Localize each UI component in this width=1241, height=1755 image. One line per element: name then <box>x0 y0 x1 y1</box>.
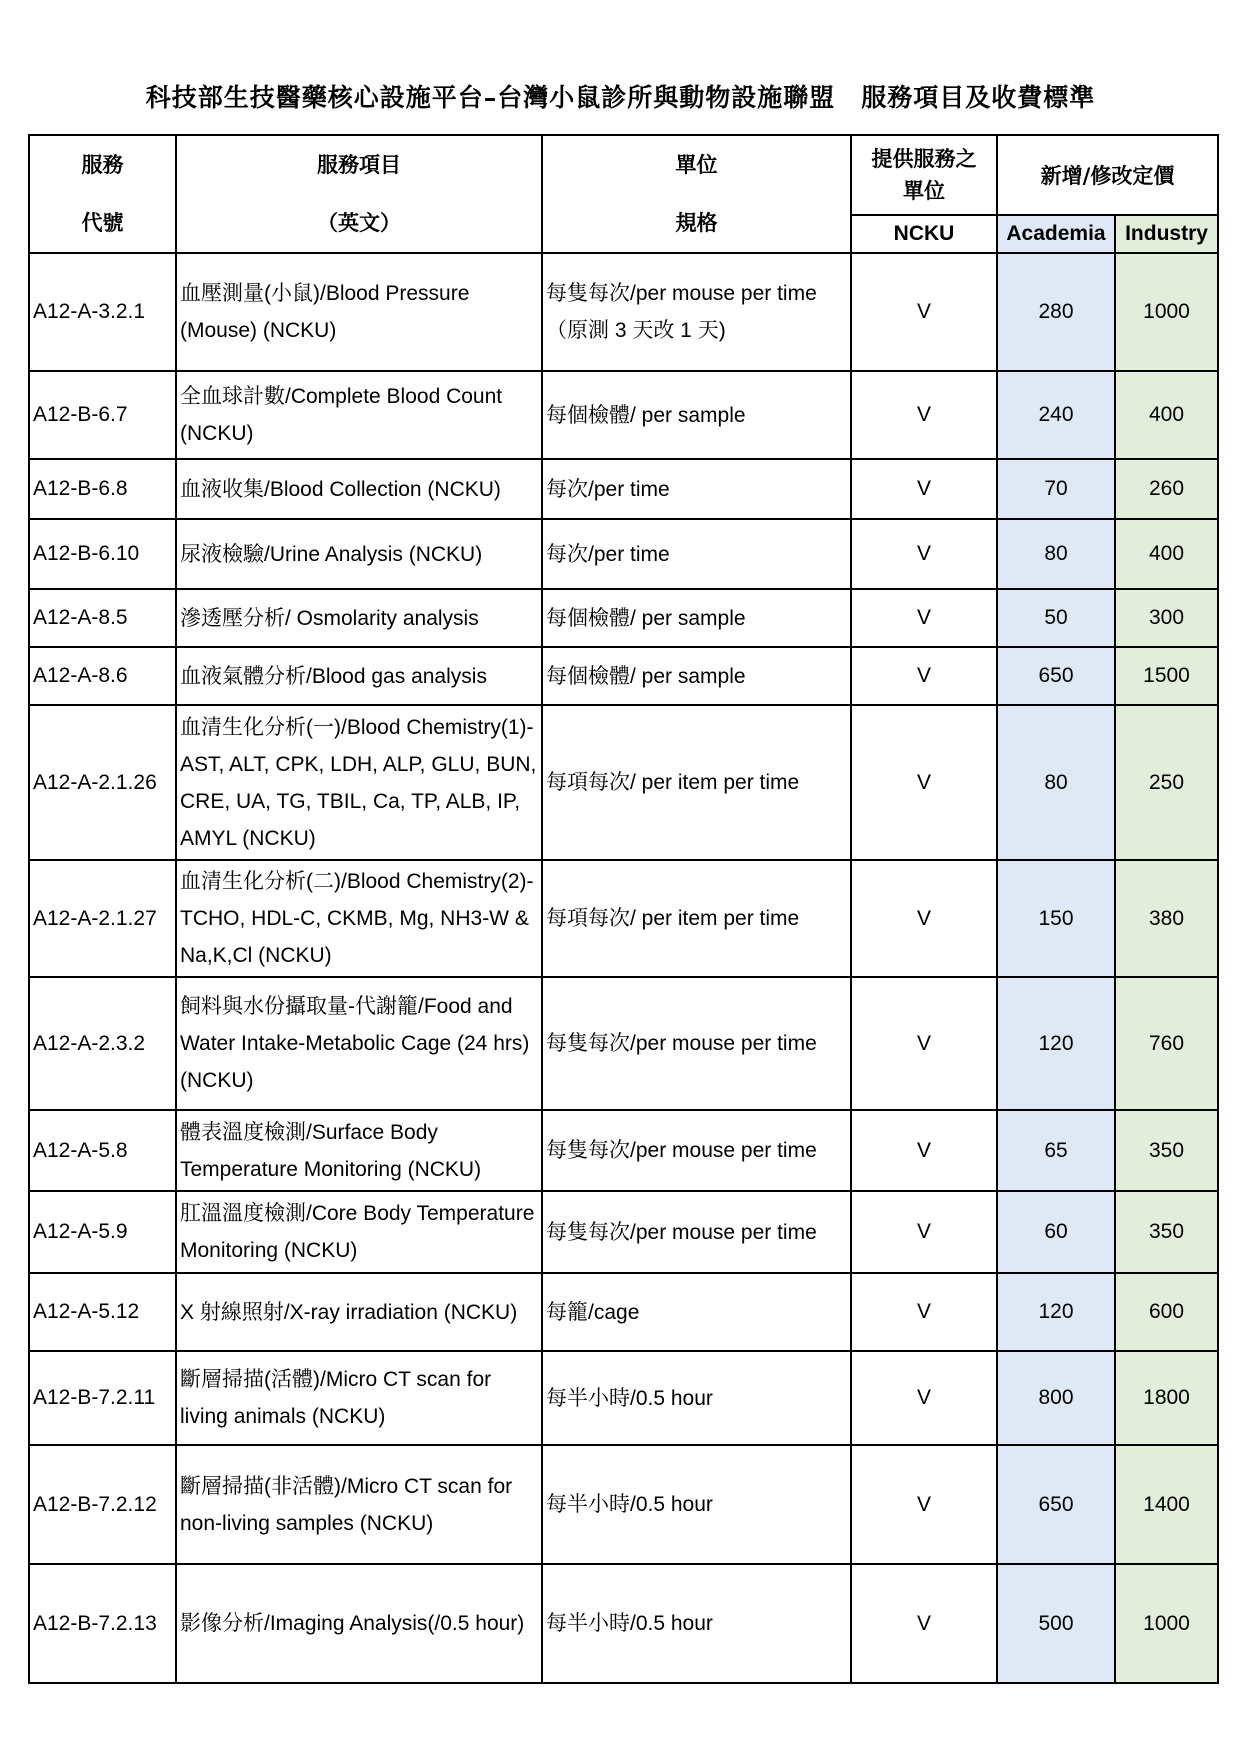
header-item-line2: （英文） <box>317 211 401 235</box>
cell-industry-price: 350 <box>1115 1191 1218 1273</box>
cell-academia-price: 70 <box>997 459 1115 519</box>
cell-ncku: V <box>851 977 997 1110</box>
cell-unit: 每半小時/0.5 hour <box>542 1351 851 1445</box>
cell-ncku: V <box>851 1191 997 1273</box>
cell-unit: 每項每次/ per item per time <box>542 860 851 977</box>
header-code-line2: 代號 <box>81 211 124 235</box>
cell-industry-price: 400 <box>1115 519 1218 589</box>
cell-item: 血壓測量(小鼠)/Blood Pressure (Mouse) (NCKU) <box>176 253 542 371</box>
header-item-line1: 服務項目 <box>317 153 401 177</box>
header-provider-ncku: NCKU <box>851 215 997 253</box>
cell-ncku: V <box>851 860 997 977</box>
cell-item: 血液氣體分析/Blood gas analysis <box>176 647 542 705</box>
cell-item: 血清生化分析(二)/Blood Chemistry(2)-TCHO, HDL-C, CKMB, Mg, NH3-W & Na,K,Cl (NCKU) <box>176 860 542 977</box>
cell-item: 斷層掃描(活體)/Micro CT scan for living animals (NCKU) <box>176 1351 542 1445</box>
cell-unit: 每個檢體/ per sample <box>542 589 851 647</box>
cell-academia-price: 500 <box>997 1564 1115 1683</box>
cell-industry-price: 250 <box>1115 705 1218 860</box>
cell-code: A12-B-6.7 <box>29 371 176 459</box>
table-row <box>29 589 1218 647</box>
cell-code: A12-A-8.5 <box>29 589 176 647</box>
cell-code: A12-A-5.8 <box>29 1110 176 1191</box>
table-row <box>29 705 1218 860</box>
cell-industry-price: 260 <box>1115 459 1218 519</box>
cell-code: A12-A-8.6 <box>29 647 176 705</box>
header-code-line1: 服務 <box>81 153 124 177</box>
cell-ncku: V <box>851 1273 997 1351</box>
header-industry: Industry <box>1115 215 1218 253</box>
cell-item: 尿液檢驗/Urine Analysis (NCKU) <box>176 519 542 589</box>
table-row <box>29 647 1218 705</box>
table-row <box>29 1351 1218 1445</box>
cell-unit: 每半小時/0.5 hour <box>542 1564 851 1683</box>
cell-code: A12-B-7.2.13 <box>29 1564 176 1683</box>
cell-ncku: V <box>851 647 997 705</box>
cell-ncku: V <box>851 705 997 860</box>
table-body <box>29 253 1218 1683</box>
cell-academia-price: 120 <box>997 1273 1115 1351</box>
cell-code: A12-A-5.12 <box>29 1273 176 1351</box>
header-unit <box>542 135 851 253</box>
cell-academia-price: 800 <box>997 1351 1115 1445</box>
cell-academia-price: 240 <box>997 371 1115 459</box>
table-row <box>29 371 1218 459</box>
header-unit-line1: 單位 <box>675 153 718 177</box>
cell-item: 滲透壓分析/ Osmolarity analysis <box>176 589 542 647</box>
cell-industry-price: 300 <box>1115 589 1218 647</box>
cell-item: 全血球計數/Complete Blood Count (NCKU) <box>176 371 542 459</box>
cell-academia-price: 650 <box>997 1445 1115 1564</box>
cell-code: A12-B-7.2.11 <box>29 1351 176 1445</box>
cell-ncku: V <box>851 253 997 371</box>
page-title: 科技部生技醫藥核心設施平台–台灣小鼠診所與動物設施聯盟 服務項目及收費標準 <box>145 83 1096 112</box>
cell-unit: 每個檢體/ per sample <box>542 647 851 705</box>
cell-item: 飼料與水份攝取量-代謝籠/Food and Water Intake-Metabolic Cage (24 hrs) (NCKU) <box>176 977 542 1110</box>
header-code <box>29 135 176 253</box>
cell-unit: 每個檢體/ per sample <box>542 371 851 459</box>
table-row <box>29 1273 1218 1351</box>
cell-item: 肛溫溫度檢測/Core Body Temperature Monitoring (NCKU) <box>176 1191 542 1273</box>
cell-industry-price: 1800 <box>1115 1351 1218 1445</box>
cell-industry-price: 1000 <box>1115 253 1218 371</box>
cell-ncku: V <box>851 589 997 647</box>
table-row <box>29 977 1218 1110</box>
table-row <box>29 519 1218 589</box>
cell-unit: 每次/per time <box>542 519 851 589</box>
cell-unit: 每次/per time <box>542 459 851 519</box>
cell-industry-price: 1400 <box>1115 1445 1218 1564</box>
cell-unit: 每籠/cage <box>542 1273 851 1351</box>
cell-item: X 射線照射/X-ray irradiation (NCKU) <box>176 1273 542 1351</box>
table-row <box>29 1445 1218 1564</box>
fee-table <box>28 134 1219 1684</box>
cell-academia-price: 50 <box>997 589 1115 647</box>
table-row <box>29 459 1218 519</box>
cell-industry-price: 400 <box>1115 371 1218 459</box>
cell-academia-price: 280 <box>997 253 1115 371</box>
table-row <box>29 1110 1218 1191</box>
cell-ncku: V <box>851 519 997 589</box>
cell-code: A12-B-6.10 <box>29 519 176 589</box>
cell-code: A12-B-6.8 <box>29 459 176 519</box>
table-row <box>29 860 1218 977</box>
cell-academia-price: 80 <box>997 705 1115 860</box>
cell-item: 影像分析/Imaging Analysis(/0.5 hour) <box>176 1564 542 1683</box>
cell-unit: 每隻每次/per mouse per time <box>542 1191 851 1273</box>
cell-item: 斷層掃描(非活體)/Micro CT scan for non-living samples (NCKU) <box>176 1445 542 1564</box>
header-unit-line2: 規格 <box>675 211 718 235</box>
cell-industry-price: 600 <box>1115 1273 1218 1351</box>
cell-code: A12-A-2.3.2 <box>29 977 176 1110</box>
table-row <box>29 1564 1218 1683</box>
cell-item: 血液收集/Blood Collection (NCKU) <box>176 459 542 519</box>
cell-code: A12-A-3.2.1 <box>29 253 176 371</box>
cell-code: A12-A-2.1.26 <box>29 705 176 860</box>
header-item <box>176 135 542 253</box>
header-provider <box>851 135 997 215</box>
cell-academia-price: 65 <box>997 1110 1115 1191</box>
header-academia: Academia <box>997 215 1115 253</box>
cell-industry-price: 1500 <box>1115 647 1218 705</box>
cell-unit: 每隻每次/per mouse per time <box>542 1110 851 1191</box>
table-row <box>29 253 1218 371</box>
cell-academia-price: 150 <box>997 860 1115 977</box>
header-provider-line2: 單位 <box>903 179 945 204</box>
cell-ncku: V <box>851 1351 997 1445</box>
cell-academia-price: 120 <box>997 977 1115 1110</box>
cell-industry-price: 1000 <box>1115 1564 1218 1683</box>
cell-academia-price: 60 <box>997 1191 1115 1273</box>
cell-academia-price: 650 <box>997 647 1115 705</box>
table-row <box>29 1191 1218 1273</box>
cell-ncku: V <box>851 371 997 459</box>
table-header <box>29 135 1218 253</box>
cell-code: A12-A-2.1.27 <box>29 860 176 977</box>
cell-unit: 每隻每次/per mouse per time <box>542 977 851 1110</box>
cell-unit: 每項每次/ per item per time <box>542 705 851 860</box>
cell-unit: 每隻每次/per mouse per time（原測 3 天改 1 天) <box>542 253 851 371</box>
cell-code: A12-B-7.2.12 <box>29 1445 176 1564</box>
cell-unit: 每半小時/0.5 hour <box>542 1445 851 1564</box>
cell-industry-price: 350 <box>1115 1110 1218 1191</box>
cell-ncku: V <box>851 1445 997 1564</box>
cell-item: 體表溫度檢測/Surface Body Temperature Monitoring (NCKU) <box>176 1110 542 1191</box>
cell-industry-price: 380 <box>1115 860 1218 977</box>
cell-industry-price: 760 <box>1115 977 1218 1110</box>
cell-ncku: V <box>851 459 997 519</box>
cell-academia-price: 80 <box>997 519 1115 589</box>
header-provider-line1: 提供服務之 <box>871 147 977 172</box>
cell-item: 血清生化分析(一)/Blood Chemistry(1)-AST, ALT, CPK, LDH, ALP, GLU, BUN, CRE, UA, TG, TBIL, Ca, TP, ALB, IP, AMYL (NCKU) <box>176 705 542 860</box>
cell-ncku: V <box>851 1564 997 1683</box>
cell-ncku: V <box>851 1110 997 1191</box>
cell-code: A12-A-5.9 <box>29 1191 176 1273</box>
header-price-group: 新增/修改定價 <box>997 135 1218 215</box>
